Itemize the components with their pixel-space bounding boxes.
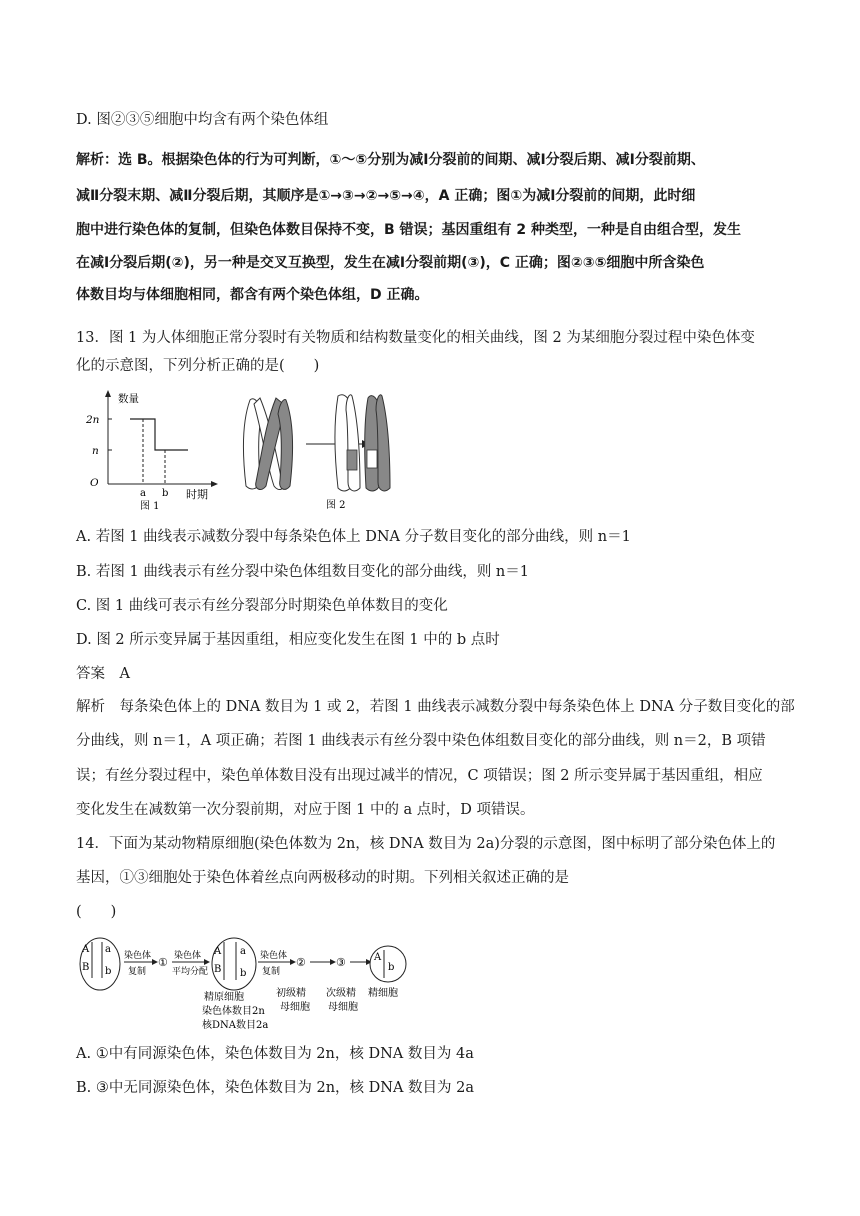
q13-option-a: A. 若图 1 曲线表示减数分裂中每条染色体上 DNA 分子数目变化的部分曲线，则 n＝1 [76,529,631,545]
gene-b-1: b [105,966,112,977]
label-chromosome-count: 染色体数目2n [202,1006,265,1017]
gene-b-2: b [240,968,247,979]
y-tick-2n: 2n [86,414,100,426]
q12-analysis-line-1: 解析：选 B。根据染色体的行为可判断，①～⑤分别为减Ⅰ分裂前的间期、减Ⅰ分裂后期、减Ⅰ分裂前期、 [76,152,705,168]
arrow1-bottom-label: 复制 [128,967,147,977]
q13-analysis-line-4: 变化发生在减数第一次分裂前期，对应于图 1 中的 a 点时，D 项错误。 [76,802,535,818]
gene-a-2: a [240,946,246,957]
y-axis-label: 数量 [118,393,139,405]
gene-B-2: B [214,964,222,975]
gene-A-2: A [214,946,222,957]
q14-stem-line-3: ( ) [76,904,117,920]
gene-B-1: B [82,962,90,973]
y-tick-n: n [92,445,99,457]
q14-option-b: B. ③中无同源染色体，染色体数目为 2n，核 DNA 数目为 2a [76,1080,475,1096]
q12-option-d: D. 图②③⑤细胞中均含有两个染色体组 [76,112,329,128]
label-secondary-2: 母细胞 [328,1002,358,1013]
step-3: ③ [336,956,346,969]
q13-figure-1 [80,388,230,510]
q13-answer: 答案 A [76,666,130,682]
q14-stem-line-2: 基因，①③细胞处于染色体着丝点向两极移动的时期。下列相关叙述正确的是 [76,870,569,886]
arrow1-top-label: 染色体 [124,951,152,961]
q13-figure-2 [236,392,406,512]
arrow2-bottom-label: 平均分配 [172,967,209,977]
q13-option-b: B. 若图 1 曲线表示有丝分裂中染色体组数目变化的部分曲线，则 n＝1 [76,564,529,580]
origin-label: O [90,477,99,489]
q12-analysis-line-5: 体数目均与体细胞相同，都含有两个染色体组，D 正确。 [76,287,429,303]
q12-analysis-line-3: 胞中进行染色体的复制，但染色体数目保持不变，B 错误；基因重组有 2 种类型，一种是自由组合型，发生 [76,222,742,238]
x-axis-arrow [211,481,218,487]
gene-A-3: A [374,952,382,963]
label-primary-1: 初级精 [276,988,306,999]
y-axis-arrow [105,390,111,397]
figure-1-caption: 图 1 [140,501,160,510]
label-spermatogonium: 精原细胞 [204,992,244,1003]
q12-analysis-line-2: 减Ⅱ分裂末期、减Ⅱ分裂后期，其顺序是①→③→②→⑤→④，A 正确；图①为减Ⅰ分裂前的间期，此时细 [76,188,696,204]
label-secondary-1: 次级精 [326,988,356,999]
q14-figure [78,934,418,1034]
q14-stem-line-1: 14．下面为某动物精原细胞(染色体数为 2n，核 DNA 数目为 2a)分裂的示意图，图中标明了部分染色体上的 [76,836,776,852]
x-tick-a: a [140,488,146,499]
label-sperm: 精细胞 [368,988,398,999]
q13-analysis-line-3: 误；有丝分裂过程中，染色单体数目没有出现过减半的情况，C 项错误；图 2 所示变异属于基因重组，相应 [76,768,763,784]
q13-option-d: D. 图 2 所示变异属于基因重组，相应变化发生在图 1 中的 b 点时 [76,632,500,648]
q13-stem-line-1: 13．图 1 为人体细胞正常分裂时有关物质和结构数量变化的相关曲线，图 2 为某细胞分裂过程中染色体变 [76,330,755,346]
q13-analysis-line-2: 分曲线，则 n＝1，A 项正确；若图 1 曲线表示有丝分裂中染色体组数目变化的部分曲线，则 n＝2，B 项错 [76,733,766,749]
q13-option-c: C. 图 1 曲线可表示有丝分裂部分时期染色单体数目的变化 [76,598,448,614]
q13-stem-line-2: 化的示意图，下列分析正确的是( ) [76,358,320,374]
arrow3-bottom-label: 复制 [262,967,281,977]
step-2: ② [296,956,306,969]
curve [130,419,188,450]
label-primary-2: 母细胞 [280,1002,310,1013]
step-1: ① [158,956,168,969]
figure-2-caption: 图 2 [326,500,346,511]
gene-a-1: a [105,944,111,955]
q13-analysis-line-1: 解析 每条染色体上的 DNA 数目为 1 或 2，若图 1 曲线表示减数分裂中每条染色体上 DNA 分子数目变化的部 [76,699,795,715]
gene-b-3: b [388,962,395,973]
label-dna-count: 核DNA数目2a [202,1020,269,1031]
gene-A-1: A [82,944,90,955]
arrow2-top-label: 染色体 [174,951,202,961]
arrow3-top-label: 染色体 [260,951,288,961]
x-tick-b: b [162,488,169,499]
x-axis-label: 时期 [186,488,208,501]
q12-analysis-line-4: 在减Ⅰ分裂后期(②)，另一种是交叉互换型，发生在减Ⅰ分裂前期(③)，C 正确；图②③⑤细胞中所含染色 [76,255,705,271]
chromosome-pair-before [243,398,292,489]
q14-option-a: A. ①中有同源染色体，染色体数目为 2n，核 DNA 数目为 4a [76,1046,474,1062]
